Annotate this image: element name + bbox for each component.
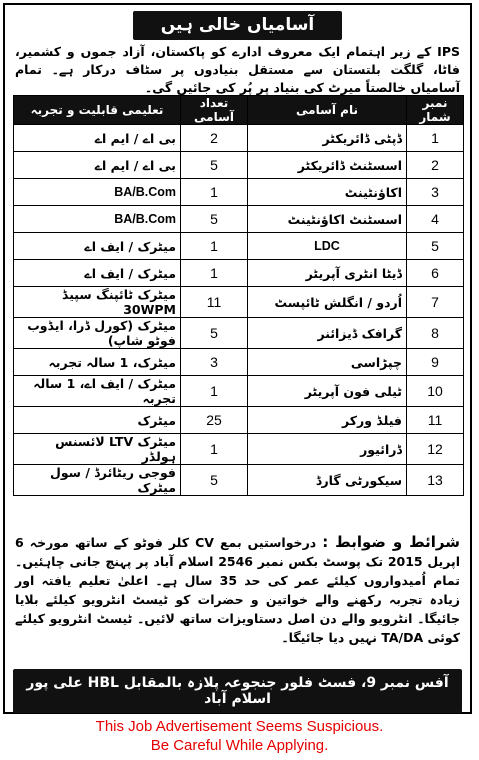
table-row	[14, 206, 464, 233]
table-row	[14, 465, 464, 496]
row-post: چپڑاسی	[248, 349, 407, 376]
row-qualification: میٹرک / ایف اے، 1 سالہ تجربہ	[14, 376, 181, 407]
row-serial: 13	[407, 465, 464, 496]
row-qualification: میٹرک	[14, 407, 181, 434]
header-serial: نمبر شمار	[407, 96, 464, 125]
row-post: ٹیلی فون آپریٹر	[248, 376, 407, 407]
row-count: 1	[181, 260, 248, 287]
row-serial: 9	[407, 349, 464, 376]
row-post: اُردو / انگلش ٹائپسٹ	[248, 287, 407, 318]
table-row	[14, 233, 464, 260]
row-qualification: میٹرک (کورل ڈرا، ایڈوب فوٹو شاپ)	[14, 318, 181, 349]
row-post: فیلڈ ورکر	[248, 407, 407, 434]
header-post: نام آسامی	[248, 96, 407, 125]
row-serial: 1	[407, 125, 464, 152]
row-serial: 10	[407, 376, 464, 407]
row-count: 25	[181, 407, 248, 434]
terms-text: درخواستیں بمع CV کلر فوٹو کے ساتھ مورخہ 6 اپریل 2015 تک پوسٹ بکس نمبر 2546 اسلام آباد پر پہنچ جانی چاہئیں۔ تمام اُمیدواروں کیلئے عمر کی حد 35 سال ہے۔ اعلیٰ تعلیم یافتہ اور زیادہ تجربہ رکھنے والے خواتین و حضرات کو ٹیسٹ انٹرویو کیلئے بلایا جائیگا۔ انٹرویو والے دن اصل دستاویزات ساتھ لائیں۔ ٹیسٹ انٹرویو کیلئے کوئی TA/DA نہیں دیا جائیگا۔	[15, 535, 460, 645]
row-qualification: بی اے / ایم اے	[14, 125, 181, 152]
table-row	[14, 152, 464, 179]
row-count: 1	[181, 376, 248, 407]
row-serial: 3	[407, 179, 464, 206]
posts-table	[13, 95, 464, 496]
row-serial: 11	[407, 407, 464, 434]
table-header-row	[14, 96, 464, 125]
row-post: ڈیٹا انٹری آپریٹر	[248, 260, 407, 287]
terms-heading: شرائط و ضوابط :	[322, 533, 460, 551]
terms-section	[15, 533, 460, 647]
row-post: سیکورٹی گارڈ	[248, 465, 407, 496]
row-serial: 4	[407, 206, 464, 233]
table-row	[14, 287, 464, 318]
row-serial: 12	[407, 434, 464, 465]
row-count: 11	[181, 287, 248, 318]
row-post: اسسٹنٹ ڈائریکٹر	[248, 152, 407, 179]
row-qualification: فوجی ریٹائرڈ / سول میٹرک	[14, 465, 181, 496]
table-row	[14, 349, 464, 376]
row-post: اکاؤنٹینٹ	[248, 179, 407, 206]
row-qualification: بی اے / ایم اے	[14, 152, 181, 179]
job-advertisement	[3, 3, 472, 714]
table-row	[14, 125, 464, 152]
row-post: ڈرائیور	[248, 434, 407, 465]
header-qualification: تعلیمی قابلیت و تجربہ	[14, 96, 181, 125]
row-serial: 2	[407, 152, 464, 179]
row-serial: 6	[407, 260, 464, 287]
row-post: ڈپٹی ڈائریکٹر	[248, 125, 407, 152]
warning-line-1: This Job Advertisement Seems Suspicious.	[95, 718, 384, 735]
row-qualification: میٹرک، 1 سالہ تجربہ	[14, 349, 181, 376]
row-qualification: میٹرک LTV لائسنس ہولڈر	[14, 434, 181, 465]
table-row	[14, 434, 464, 465]
table-row	[14, 318, 464, 349]
row-qualification: BA/B.Com	[14, 206, 181, 233]
row-count: 1	[181, 434, 248, 465]
row-count: 1	[181, 179, 248, 206]
office-address: آفس نمبر 9، فسٹ فلور جنجوعہ پلازہ بالمقابل HBL علی پور اسلام آباد	[13, 669, 462, 713]
suspicious-warning	[0, 717, 479, 755]
row-count: 5	[181, 206, 248, 233]
row-count: 5	[181, 465, 248, 496]
warning-line-2: Be Careful While Applying.	[150, 737, 329, 754]
table-row	[14, 260, 464, 287]
row-post: اسسٹنٹ اکاؤنٹینٹ	[248, 206, 407, 233]
row-serial: 5	[407, 233, 464, 260]
table-row	[14, 179, 464, 206]
row-count: 3	[181, 349, 248, 376]
title-banner	[5, 11, 470, 40]
table-row	[14, 407, 464, 434]
row-serial: 8	[407, 318, 464, 349]
row-qualification: میٹرک / ایف اے	[14, 260, 181, 287]
intro-paragraph: IPS کے زیر اہتمام ایک معروف ادارے کو پاکستان، آزاد جموں و کشمیر، فاٹا، گلگت بلتستان سے مستقل بنیادوں پر سٹاف درکار ہے۔ تمام آسامیاں خالصتاً میرٹ کی بنیاد پر پُر کی جائیں گی۔	[15, 44, 460, 95]
row-serial: 7	[407, 287, 464, 318]
row-count: 5	[181, 152, 248, 179]
address-banner	[13, 669, 462, 713]
table-row	[14, 376, 464, 407]
ad-title: آسامیاں خالی ہیں	[133, 11, 343, 40]
row-qualification: میٹرک ٹائپنگ سپیڈ 30WPM	[14, 287, 181, 318]
row-post: گرافک ڈیزائنر	[248, 318, 407, 349]
row-post: LDC	[248, 233, 407, 260]
header-count: تعداد آسامی	[181, 96, 248, 125]
row-count: 5	[181, 318, 248, 349]
row-qualification: میٹرک / ایف اے	[14, 233, 181, 260]
row-count: 1	[181, 233, 248, 260]
row-count: 2	[181, 125, 248, 152]
row-qualification: BA/B.Com	[14, 179, 181, 206]
